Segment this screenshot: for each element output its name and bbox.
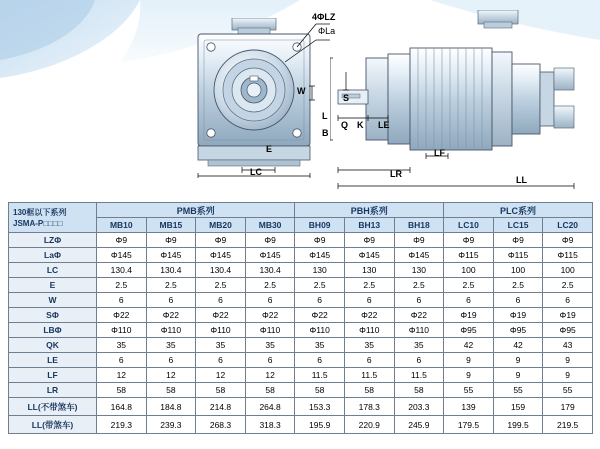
cell: 100 <box>444 263 494 278</box>
cell: 6 <box>97 293 147 308</box>
front-face-view <box>180 18 330 178</box>
cell: Φ95 <box>543 323 593 338</box>
cell: 2.5 <box>196 278 246 293</box>
row-label: W <box>9 293 97 308</box>
cell: Φ110 <box>196 323 246 338</box>
label-lr: LR <box>390 169 402 179</box>
group-header-plc: PLC系列 <box>444 203 593 218</box>
cell: Φ110 <box>344 323 394 338</box>
cell: 214.8 <box>196 398 246 416</box>
cell: 184.8 <box>146 398 196 416</box>
cell: Φ19 <box>493 308 543 323</box>
cell: Φ95 <box>493 323 543 338</box>
cell: 58 <box>196 383 246 398</box>
model-header-3: MB30 <box>245 218 295 233</box>
cell: 58 <box>344 383 394 398</box>
cell: 9 <box>493 368 543 383</box>
cell: 2.5 <box>543 278 593 293</box>
cell: 6 <box>344 293 394 308</box>
cell: 164.8 <box>97 398 147 416</box>
cell: Φ110 <box>245 323 295 338</box>
cell: 179 <box>543 398 593 416</box>
label-q: Q <box>341 120 349 130</box>
cell: 6 <box>196 293 246 308</box>
row-label: LR <box>9 383 97 398</box>
cell: 130 <box>394 263 444 278</box>
cell: 9 <box>444 353 494 368</box>
side-section-view <box>330 10 595 195</box>
cell: 2.5 <box>146 278 196 293</box>
cell: 6 <box>245 353 295 368</box>
cell: Φ145 <box>344 248 394 263</box>
label-phi-la: ΦLa <box>318 26 336 36</box>
cell: 12 <box>196 368 246 383</box>
group-header-pmb: PMB系列 <box>97 203 295 218</box>
label-lc: LC <box>250 167 262 177</box>
model-header-6: BH18 <box>394 218 444 233</box>
cell: 219.5 <box>543 416 593 434</box>
label-w: W <box>297 86 306 96</box>
cell: Φ110 <box>295 323 345 338</box>
cell: 2.5 <box>394 278 444 293</box>
corner-line-1: 130框以下系列 <box>13 207 67 217</box>
cell: 6 <box>394 353 444 368</box>
cell: 220.9 <box>344 416 394 434</box>
row-label: E <box>9 278 97 293</box>
cell: 6 <box>97 353 147 368</box>
cell: Φ145 <box>146 248 196 263</box>
label-4-phi-lz: 4ΦLZ <box>312 12 336 22</box>
cell: 179.5 <box>444 416 494 434</box>
cell: Φ110 <box>97 323 147 338</box>
cell: Φ22 <box>196 308 246 323</box>
label-s: S <box>343 93 350 103</box>
technical-drawing <box>0 0 600 198</box>
cell: 35 <box>344 338 394 353</box>
cell: 268.3 <box>196 416 246 434</box>
label-b: B <box>322 128 329 138</box>
row-label: QK <box>9 338 97 353</box>
cell: 199.5 <box>493 416 543 434</box>
cell: Φ9 <box>295 233 345 248</box>
cell: 9 <box>543 353 593 368</box>
cell: 58 <box>146 383 196 398</box>
cell: Φ115 <box>543 248 593 263</box>
cell: Φ9 <box>543 233 593 248</box>
cell: 130.4 <box>97 263 147 278</box>
cell: 6 <box>146 353 196 368</box>
row-label: LC <box>9 263 97 278</box>
cell: Φ9 <box>493 233 543 248</box>
table-row <box>9 383 593 398</box>
cell: 35 <box>295 338 345 353</box>
cell: Φ9 <box>245 233 295 248</box>
cell: 159 <box>493 398 543 416</box>
cell: 195.9 <box>295 416 345 434</box>
cell: 11.5 <box>344 368 394 383</box>
model-header-4: BH09 <box>295 218 345 233</box>
cell: 12 <box>146 368 196 383</box>
cell: 42 <box>444 338 494 353</box>
cell: 58 <box>394 383 444 398</box>
cell: Φ9 <box>146 233 196 248</box>
cell: 100 <box>543 263 593 278</box>
label-l: L <box>322 111 328 121</box>
table-row <box>9 248 593 263</box>
cell: Φ110 <box>394 323 444 338</box>
specification-table <box>8 202 593 434</box>
cell: 130.4 <box>146 263 196 278</box>
table-row <box>9 323 593 338</box>
cell: 43 <box>543 338 593 353</box>
cell: 58 <box>295 383 345 398</box>
cell: 11.5 <box>295 368 345 383</box>
cell: 55 <box>493 383 543 398</box>
cell: 130.4 <box>245 263 295 278</box>
cell: 58 <box>245 383 295 398</box>
cell: 9 <box>444 368 494 383</box>
cell: Φ19 <box>444 308 494 323</box>
cell: 245.9 <box>394 416 444 434</box>
cell: Φ9 <box>97 233 147 248</box>
row-label: SΦ <box>9 308 97 323</box>
cell: 2.5 <box>97 278 147 293</box>
model-header-5: BH13 <box>344 218 394 233</box>
cell: 35 <box>394 338 444 353</box>
cell: 55 <box>543 383 593 398</box>
cell: Φ145 <box>245 248 295 263</box>
cell: 130.4 <box>196 263 246 278</box>
cell: 130 <box>344 263 394 278</box>
cell: 264.8 <box>245 398 295 416</box>
row-label: LL(不带煞车) <box>9 398 97 416</box>
cell: 2.5 <box>444 278 494 293</box>
cell: 6 <box>295 293 345 308</box>
cell: Φ145 <box>97 248 147 263</box>
cell: 12 <box>97 368 147 383</box>
cell: Φ115 <box>444 248 494 263</box>
cell: 203.3 <box>394 398 444 416</box>
cell: Φ22 <box>394 308 444 323</box>
row-label: LBΦ <box>9 323 97 338</box>
row-label: LE <box>9 353 97 368</box>
cell: 6 <box>493 293 543 308</box>
cell: 2.5 <box>344 278 394 293</box>
table-row <box>9 353 593 368</box>
cell: 6 <box>394 293 444 308</box>
cell: Φ9 <box>196 233 246 248</box>
cell: 42 <box>493 338 543 353</box>
cell: 130 <box>295 263 345 278</box>
label-le: LE <box>378 120 390 130</box>
cell: 2.5 <box>245 278 295 293</box>
table-row <box>9 278 593 293</box>
cell: Φ9 <box>344 233 394 248</box>
cell: 9 <box>493 353 543 368</box>
cell: 2.5 <box>493 278 543 293</box>
model-header-9: LC20 <box>543 218 593 233</box>
table-row <box>9 293 593 308</box>
cell: 35 <box>146 338 196 353</box>
cell: Φ110 <box>146 323 196 338</box>
cell: 58 <box>97 383 147 398</box>
cell: Φ22 <box>97 308 147 323</box>
cell: Φ9 <box>444 233 494 248</box>
cell: 2.5 <box>295 278 345 293</box>
cell: Φ145 <box>295 248 345 263</box>
cell: 6 <box>245 293 295 308</box>
cell: 100 <box>493 263 543 278</box>
cell: 6 <box>295 353 345 368</box>
cell: 239.3 <box>146 416 196 434</box>
cell: 178.3 <box>344 398 394 416</box>
cell: Φ145 <box>394 248 444 263</box>
corner-line-2: JSMA-P□□□□ <box>13 218 63 228</box>
cell: Φ22 <box>146 308 196 323</box>
table-row <box>9 398 593 416</box>
row-label: LL(带煞车) <box>9 416 97 434</box>
cell: 9 <box>543 368 593 383</box>
cell: 153.3 <box>295 398 345 416</box>
cell: 11.5 <box>394 368 444 383</box>
group-header-pbh: PBH系列 <box>295 203 444 218</box>
cell: 55 <box>444 383 494 398</box>
cell: Φ22 <box>245 308 295 323</box>
label-ll: LL <box>516 175 527 185</box>
cell: 6 <box>196 353 246 368</box>
cell: Φ9 <box>394 233 444 248</box>
cell: Φ22 <box>344 308 394 323</box>
cell: 139 <box>444 398 494 416</box>
row-label: LF <box>9 368 97 383</box>
cell: Φ19 <box>543 308 593 323</box>
table-header-group-row <box>9 203 593 218</box>
table-row <box>9 233 593 248</box>
row-label: LZΦ <box>9 233 97 248</box>
label-k: K <box>357 120 364 130</box>
table-row <box>9 368 593 383</box>
cell: Φ115 <box>493 248 543 263</box>
table-row <box>9 308 593 323</box>
cell: 6 <box>146 293 196 308</box>
cell: 35 <box>245 338 295 353</box>
table-corner-cell <box>9 203 97 233</box>
cell: Φ22 <box>295 308 345 323</box>
cell: 6 <box>543 293 593 308</box>
cell: 35 <box>97 338 147 353</box>
cell: 35 <box>196 338 246 353</box>
table-row <box>9 263 593 278</box>
model-header-1: MB15 <box>146 218 196 233</box>
model-header-7: LC10 <box>444 218 494 233</box>
cell: 12 <box>245 368 295 383</box>
table-row <box>9 416 593 434</box>
model-header-2: MB20 <box>196 218 246 233</box>
label-e: E <box>266 144 273 154</box>
table-header-model-row <box>9 218 593 233</box>
cell: 318.3 <box>245 416 295 434</box>
label-lf: LF <box>434 148 445 158</box>
model-header-0: MB10 <box>97 218 147 233</box>
cell: Φ145 <box>196 248 246 263</box>
model-header-8: LC15 <box>493 218 543 233</box>
cell: 6 <box>344 353 394 368</box>
cell: 219.3 <box>97 416 147 434</box>
cell: 6 <box>444 293 494 308</box>
cell: Φ95 <box>444 323 494 338</box>
table-row <box>9 338 593 353</box>
row-label: LaΦ <box>9 248 97 263</box>
